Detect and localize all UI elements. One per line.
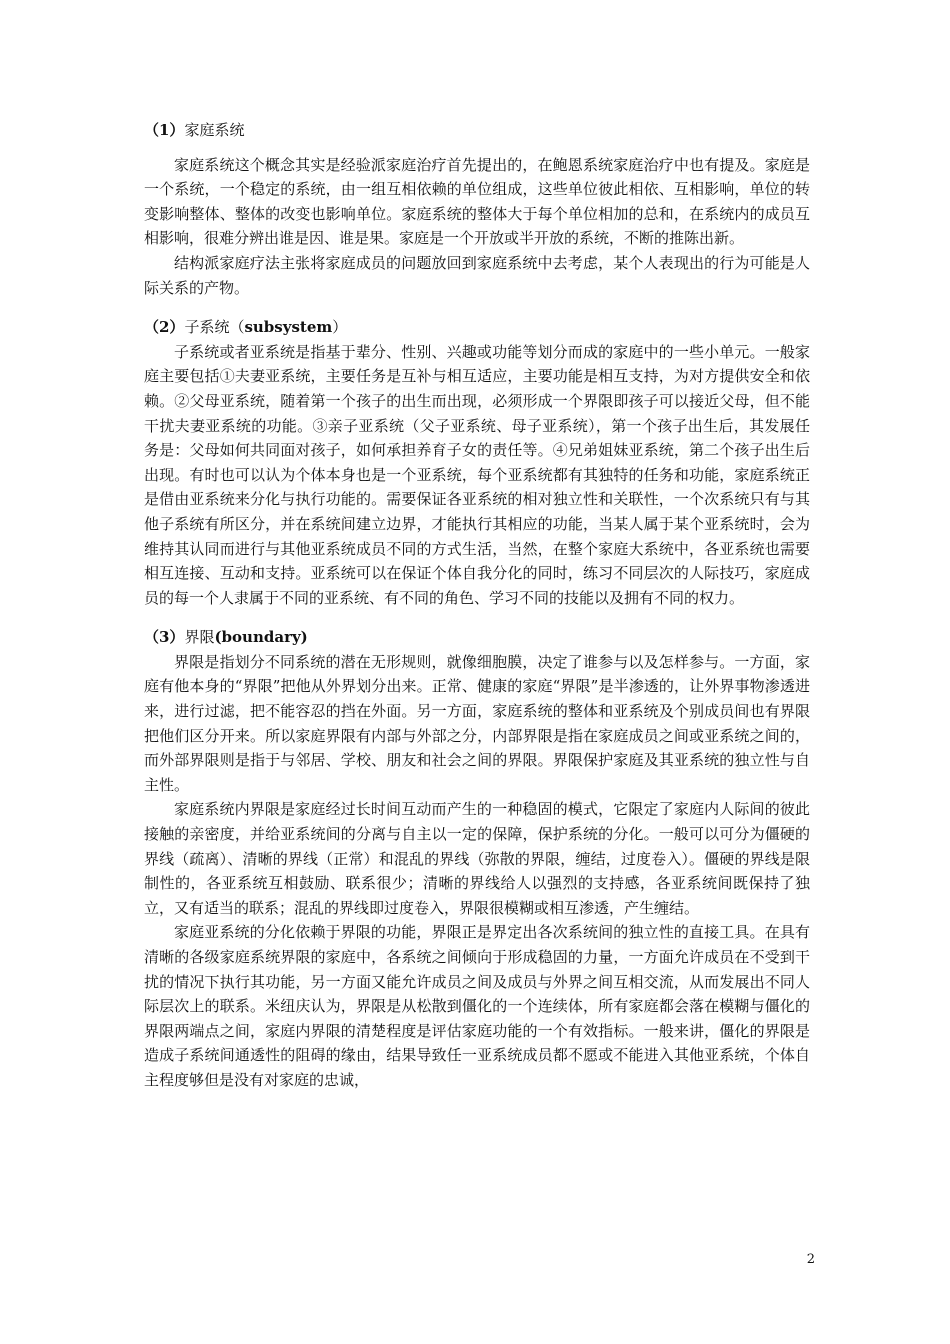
paragraph: 家庭系统内界限是家庭经过长时间互动而产生的一种稳固的模式，它限定了家庭内人际间的彼此接触的亲密度，并给亚系统间的分离与自主以一定的保障，保护系统的分化。一般可以可分为僵硬的界线（疏离）、清晰的界线（正常）和混乱的界线（弥散的界限，缠结，过度卷入）。僵硬的界线是限制性的，各亚系统互相鼓励、联系很少；清晰的界线给人以强烈的支持感，各亚系统间既保持了独立，又有适当的联系；混乱的界线即过度卷入，界限很模糊或相互渗透，产生缠结。 [144, 800, 810, 917]
section-number: （2） [144, 318, 185, 337]
page-number: 2 [806, 1252, 815, 1267]
section-title-close: ） [332, 318, 348, 337]
paragraph: 子系统或者亚系统是指基于辈分、性别、兴趣或功能等划分而成的家庭中的一些小单元。一般家庭主要包括①夫妻亚系统，主要任务是互补与相互适应，主要功能是相互支持，为对方提供安全和依赖。②父母亚系统，随着第一个孩子的出生而出现，必须形成一个界限即孩子可以接近父母，但不能干扰夫妻亚系统的功能。③亲子亚系统（父子亚系统、母子亚系统），第一个孩子出生后，其发展任务是：父母如何共同面对孩子，如何承担养育子女的责任等。④兄弟姐妹亚系统，第二个孩子出生后出现。有时也可以认为个体本身也是一个亚系统，每个亚系统都有其独特的任务和功能，家庭系统正是借由亚系统来分化与执行功能的。需要保证各亚系统的相对独立性和关联性，一个次系统只有与其他子系统有所区分，并在系统间建立边界，才能执行其相应的功能，当某人属于某个亚系统时，会为维持其认同而进行与其他亚系统成员不同的方式生活，当然，在整个家庭大系统中，各亚系统也需要相互连接、互动和支持。亚系统可以在保证个体自我分化的同时，练习不同层次的人际技巧，家庭成员的每一个人隶属于不同的亚系统、有不同的角色、学习不同的技能以及拥有不同的权力。 [144, 342, 810, 607]
section-title: 子系统（ [184, 318, 245, 337]
section-heading-boundary [144, 625, 810, 650]
section-number: （3） [144, 628, 185, 647]
section-title-english: subsystem [244, 318, 333, 337]
section-title: 家庭系统 [184, 121, 245, 139]
section-title-english: (boundary) [214, 628, 308, 647]
paragraph: 界限是指划分不同系统的潜在无形规则，就像细胞膜，决定了谁参与以及怎样参与。一方面，家庭有他本身的“界限”把他从外界划分出来。正常、健康的家庭“界限”是半渗透的，让外界事物渗透进来，进行过滤，把不能容忍的挡在外面。另一方面，家庭系统的整体和亚系统及个别成员间也有界限把他们区分开来。所以家庭界限有内部与外部之分，内部界限是指在家庭成员之间或亚系统之间的，而外部界限则是指于与邻居、学校、朋友和社会之间的界限。界限保护家庭及其亚系统的独立性与自主性。 [144, 652, 810, 794]
section-title: 界限 [184, 628, 215, 647]
paragraph: 家庭亚系统的分化依赖于界限的功能，界限正是界定出各次系统间的独立性的直接工具。在具有清晰的各级家庭系统界限的家庭中，各系统之间倾向于形成稳固的力量，一方面允许成员在不受到干扰的情况下执行其功能，另一方面又能允许成员之间及成员与外界之间互相交流，从而发展出不同人际层次上的联系。米纽庆认为，界限是从松散到僵化的一个连续体，所有家庭都会落在模糊与僵化的界限两端点之间，家庭内界限的清楚程度是评估家庭功能的一个有效指标。一般来讲，僵化的界限是造成子系统间通透性的阻碍的缘由，结果导致任一亚系统成员都不愿或不能进入其他亚系统，个体自主程度够但是没有对家庭的忠诚， [144, 923, 810, 1089]
page-body [144, 118, 810, 1093]
section-heading-family-system [144, 118, 810, 143]
section-number: （1） [144, 121, 185, 139]
paragraph: 结构派家庭疗法主张将家庭成员的问题放回到家庭系统中去考虑，某个人表现出的行为可能是人际关系的产物。 [144, 253, 810, 297]
section-heading-subsystem [144, 315, 810, 340]
paragraph: 家庭系统这个概念其实是经验派家庭治疗首先提出的，在鲍恩系统家庭治疗中也有提及。家庭是一个系统，一个稳定的系统，由一组互相依赖的单位组成，这些单位彼此相依、互相影响，单位的转变影响整体、整体的改变也影响单位。家庭系统的整体大于每个单位相加的总和，在系统内的成员互相影响，很难分辨出谁是因、谁是果。家庭是一个开放或半开放的系统，不断的推陈出新。 [144, 155, 810, 248]
